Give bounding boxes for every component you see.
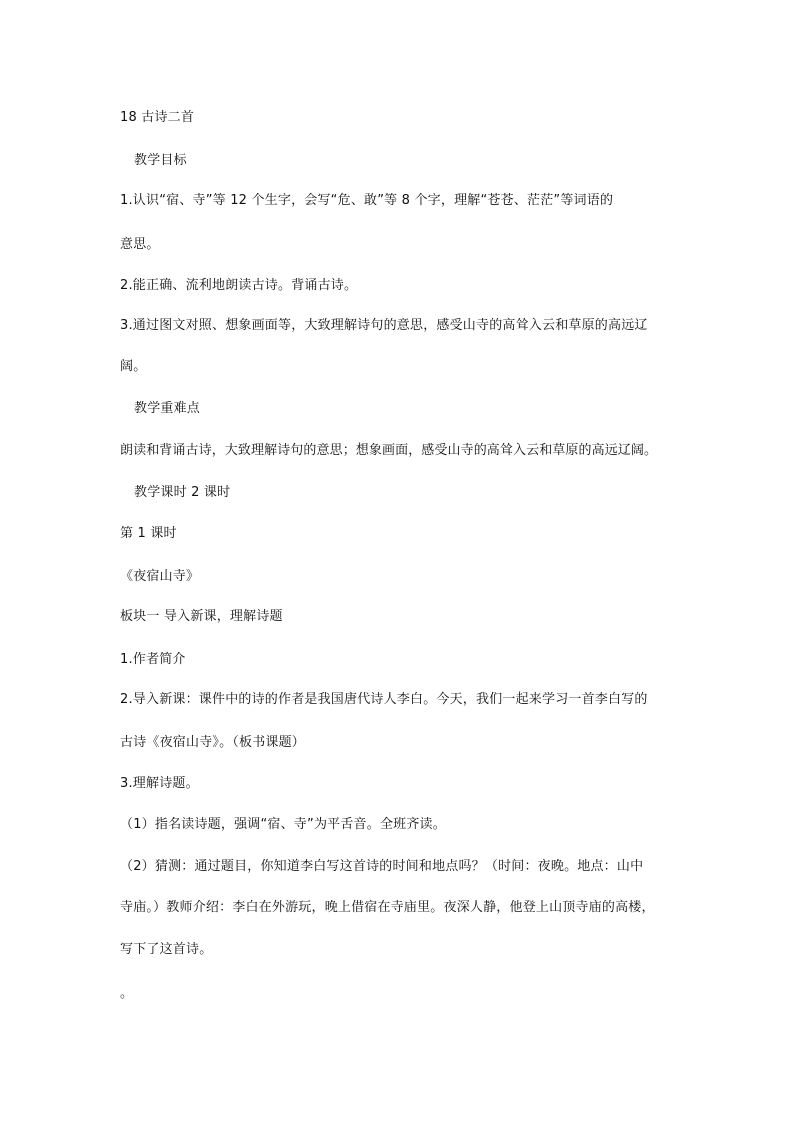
- paragraph-line: 1.作者简介: [120, 652, 186, 667]
- paragraph-line: 板块一 导入新课，理解诗题: [120, 609, 283, 624]
- paragraph-line: 。: [120, 986, 134, 1001]
- section-heading-objectives: 教学目标: [134, 153, 187, 168]
- paragraph-line: 朗读和背诵古诗，大致理解诗句的意思；想象画面，感受山寺的高耸入云和草原的高远辽阔。: [120, 443, 658, 458]
- paragraph-line: 古诗《夜宿山寺》。（板书课题）: [120, 735, 306, 750]
- paragraph-line: 写下了这首诗。: [120, 942, 213, 957]
- section-heading-class-hours: 教学课时 2 课时: [134, 485, 231, 500]
- paragraph-line: 2.能正确、流利地朗读古诗。背诵古诗。: [120, 278, 358, 293]
- paragraph-line: 《夜宿山寺》: [120, 569, 200, 584]
- section-heading-key-points: 教学重难点: [134, 401, 201, 416]
- paragraph-line: 3.理解诗题。: [120, 776, 199, 791]
- paragraph-line: （2）猜测：通过题目，你知道李白写这首诗的时间和地点吗？（时间：夜晚。地点：山中: [120, 859, 644, 874]
- paragraph-line: 意思。: [120, 237, 160, 252]
- paragraph-line: 1.认识“宿、寺”等 12 个生字，会写“危、敢”等 8 个字，理解“苍苍、茫茫”等词语的: [120, 193, 614, 208]
- paragraph-line: 寺庙。）教师介绍：李白在外游玩，晚上借宿在寺庙里。夜深人静，他登上山顶寺庙的高楼，: [120, 900, 655, 915]
- paragraph-line: （1）指名读诗题，强调“宿、寺”为平舌音。全班齐读。: [120, 817, 446, 832]
- paragraph-line: 第 1 课时: [120, 526, 177, 541]
- paragraph-line: 2.导入新课：课件中的诗的作者是我国唐代诗人李白。今天，我们一起来学习一首李白写的: [120, 692, 648, 707]
- paragraph-line: 阔。: [120, 359, 147, 374]
- paragraph-line: 3.通过图文对照、想象画面等，大致理解诗句的意思，感受山寺的高耸入云和草原的高远辽: [120, 318, 648, 333]
- lesson-title: 18 古诗二首: [120, 110, 195, 125]
